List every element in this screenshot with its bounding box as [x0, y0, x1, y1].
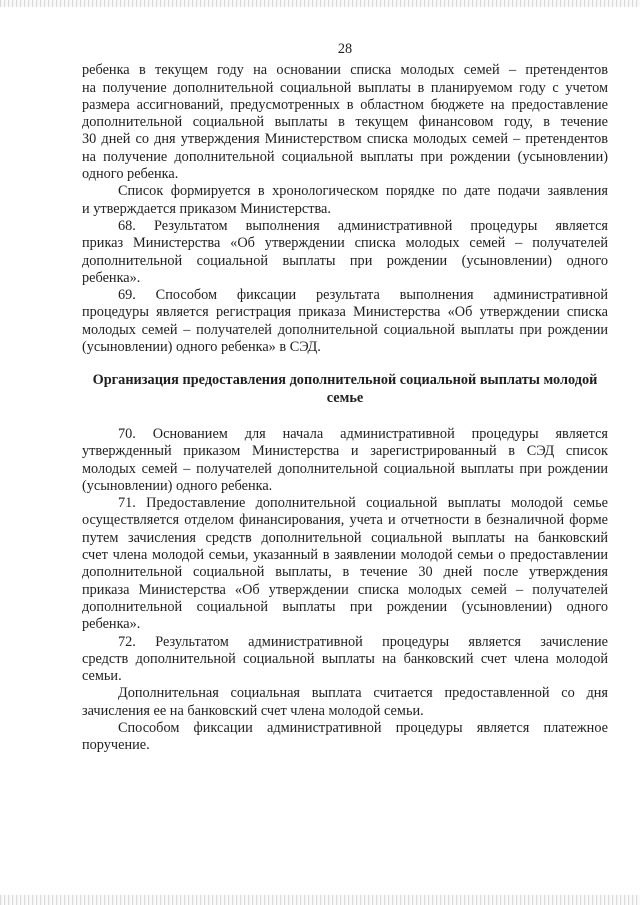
text-line: размера ассигнований, предусмотренных в областном бюджете на предоставление	[82, 96, 608, 113]
text-line: приказ Министерства «Об утверждении списка молодых семей – получателей	[82, 235, 608, 252]
paragraph-70	[82, 426, 608, 495]
text-line: средств дополнительной социальной выплаты на банковский счет члена молодой	[82, 650, 608, 667]
text-line: (усыновлении) одного ребенка» в СЭД.	[82, 339, 321, 356]
text-line: молодых семей – получателей дополнительной социальной выплаты при рождении	[82, 321, 608, 338]
paragraph-71	[82, 495, 608, 633]
text-line: Дополнительная социальная выплата считается предоставленной со дня	[118, 685, 608, 702]
text-line: путем зачисления средств дополнительной социальной выплаты на банковский	[82, 529, 608, 546]
text-line: ребенка».	[82, 269, 141, 286]
text-line: и утверждается приказом Министерства.	[82, 200, 331, 217]
text-line: Список формируется в хронологическом порядке по дате подачи заявления	[118, 183, 608, 200]
text-line: одного ребенка.	[82, 166, 179, 183]
scan-edge-top	[0, 0, 640, 7]
section-heading	[82, 372, 608, 407]
paragraph	[82, 62, 608, 183]
text-line: 71. Предоставление дополнительной социальной выплаты молодой семье	[118, 495, 608, 512]
heading-line: Организация предоставления дополнительной социальной выплаты молодой	[92, 372, 598, 389]
paragraph-69	[82, 287, 608, 356]
text-line: зачисления ее на банковский счет члена молодой семьи.	[82, 702, 424, 719]
text-line: дополнительной социальной выплаты, в течение 30 дней после утверждения	[82, 564, 608, 581]
paragraph	[82, 685, 608, 720]
text-line: молодых семей – получателей дополнительной социальной выплаты при рождении	[82, 460, 608, 477]
text-line: поручение.	[82, 737, 150, 754]
text-line: 70. Основанием для начала административной процедуры является	[118, 425, 608, 442]
text-line: ребенка в текущем году на основании списка молодых семей – претендентов	[82, 62, 608, 79]
page-number: 28	[337, 41, 353, 57]
text-line: 69. Способом фиксации результата выполнения административной	[118, 287, 608, 304]
text-line: на получение дополнительной социальной выплаты в планируемом году с учетом	[82, 79, 608, 96]
text-line: дополнительной социальной выплаты при рождении (усыновлении) одного	[82, 252, 608, 269]
paragraph-72	[82, 634, 608, 686]
text-line: процедуры является регистрация приказа Министерства «Об утверждении списка	[82, 304, 608, 321]
text-line: (усыновлении) одного ребенка.	[82, 477, 273, 494]
scan-edge-bottom	[0, 895, 640, 905]
text-line: приказа Министерства «Об утверждении списка молодых семей – получателей	[82, 581, 608, 598]
text-line: на получение дополнительной социальной выплаты при рождении (усыновлении)	[82, 148, 608, 165]
text-line: дополнительной социальной выплаты при рождении (усыновлении) одного	[82, 598, 608, 615]
text-line: утвержденный приказом Министерства и зарегистрированный в СЭД список	[82, 443, 608, 460]
document-body	[82, 62, 608, 754]
paragraph	[82, 183, 608, 218]
text-line: ребенка».	[82, 616, 141, 633]
text-line: счет члена молодой семьи, указанный в заявлении молодой семьи о предоставлении	[82, 547, 608, 564]
paragraph	[82, 720, 608, 755]
text-line: семьи.	[82, 668, 122, 685]
paragraph-68	[82, 218, 608, 287]
heading-line: семье	[326, 389, 364, 406]
text-line: 68. Результатом выполнения административной процедуры является	[118, 217, 608, 234]
text-line: Способом фиксации административной процедуры является платежное	[118, 719, 608, 736]
text-line: дополнительной социальной выплаты в текущем финансовом году, в течение	[82, 114, 608, 131]
text-line: осуществляется отделом финансирования, учета и отчетности в безналичной форме	[82, 512, 608, 529]
text-line: 30 дней со дня утверждения Министерством списка молодых семей – претендентов	[82, 131, 608, 148]
text-line: 72. Результатом административной процедуры является зачисление	[118, 633, 608, 650]
